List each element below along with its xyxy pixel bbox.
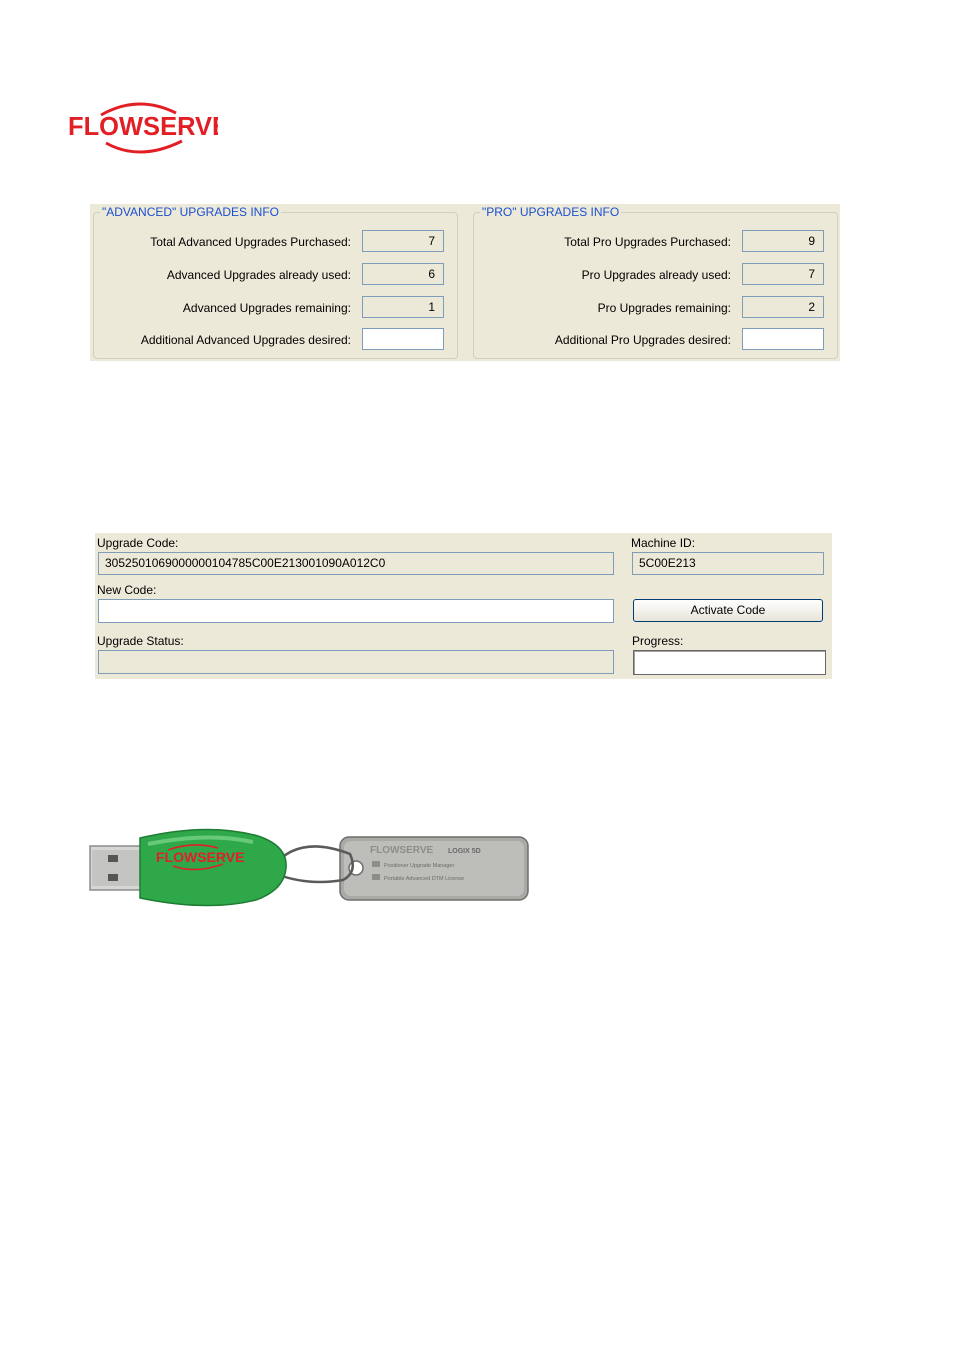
pro-used-field: 7 xyxy=(742,263,824,285)
new-code-input[interactable] xyxy=(98,599,614,623)
tag-line1-text: Positioner Upgrade Manager xyxy=(384,863,455,869)
machine-id-field: 5C00E213 xyxy=(632,552,824,575)
progress-label: Progress: xyxy=(632,634,684,648)
flowserve-logo xyxy=(66,98,218,156)
advanced-desired-label: Additional Advanced Upgrades desired: xyxy=(140,333,351,347)
tag-title-text: LOGIX 5D xyxy=(448,848,481,855)
advanced-desired-input[interactable] xyxy=(362,328,444,350)
pro-desired-label: Additional Pro Upgrades desired: xyxy=(554,333,731,347)
activate-code-button[interactable]: Activate Code xyxy=(633,599,823,622)
usb-license-key-image xyxy=(88,824,533,910)
pro-upgrades-group xyxy=(473,205,838,359)
pro-desired-input[interactable] xyxy=(742,328,824,350)
new-code-label: New Code: xyxy=(97,583,157,597)
upgrade-status-label: Upgrade Status: xyxy=(97,634,184,648)
advanced-total-label: Total Advanced Upgrades Purchased: xyxy=(150,235,351,249)
tag-brand-text: FLOWSERVE xyxy=(370,845,434,856)
logo-wordmark: FLOWSERVE xyxy=(68,113,218,141)
advanced-remaining-label: Advanced Upgrades remaining: xyxy=(182,301,351,315)
advanced-remaining-field: 1 xyxy=(362,296,444,318)
advanced-total-field: 7 xyxy=(362,230,444,252)
upgrade-status-field xyxy=(98,650,614,674)
progress-bar xyxy=(633,650,826,675)
pro-total-label: Total Pro Upgrades Purchased: xyxy=(564,235,731,249)
pro-group-title: "PRO" UPGRADES INFO xyxy=(482,205,620,219)
pro-remaining-label: Pro Upgrades remaining: xyxy=(597,301,731,315)
upgrades-info-panel xyxy=(90,204,840,361)
fob-brand-text: FLOWSERVE xyxy=(156,849,245,865)
pro-remaining-field: 2 xyxy=(742,296,824,318)
pro-used-label: Pro Upgrades already used: xyxy=(581,268,731,282)
advanced-used-field: 6 xyxy=(362,263,444,285)
upgrade-code-label: Upgrade Code: xyxy=(97,536,179,550)
upgrade-code-panel xyxy=(95,533,832,679)
upgrade-code-field: 3052501069000000104785C00E213001090A012C0 xyxy=(98,552,614,575)
machine-id-label: Machine ID: xyxy=(631,536,696,550)
tag-line2-text: Portable Advanced DTM License xyxy=(384,876,465,882)
advanced-used-label: Advanced Upgrades already used: xyxy=(166,268,351,282)
advanced-upgrades-group xyxy=(93,205,458,359)
advanced-group-title: "ADVANCED" UPGRADES INFO xyxy=(102,205,279,219)
pro-total-field: 9 xyxy=(742,230,824,252)
